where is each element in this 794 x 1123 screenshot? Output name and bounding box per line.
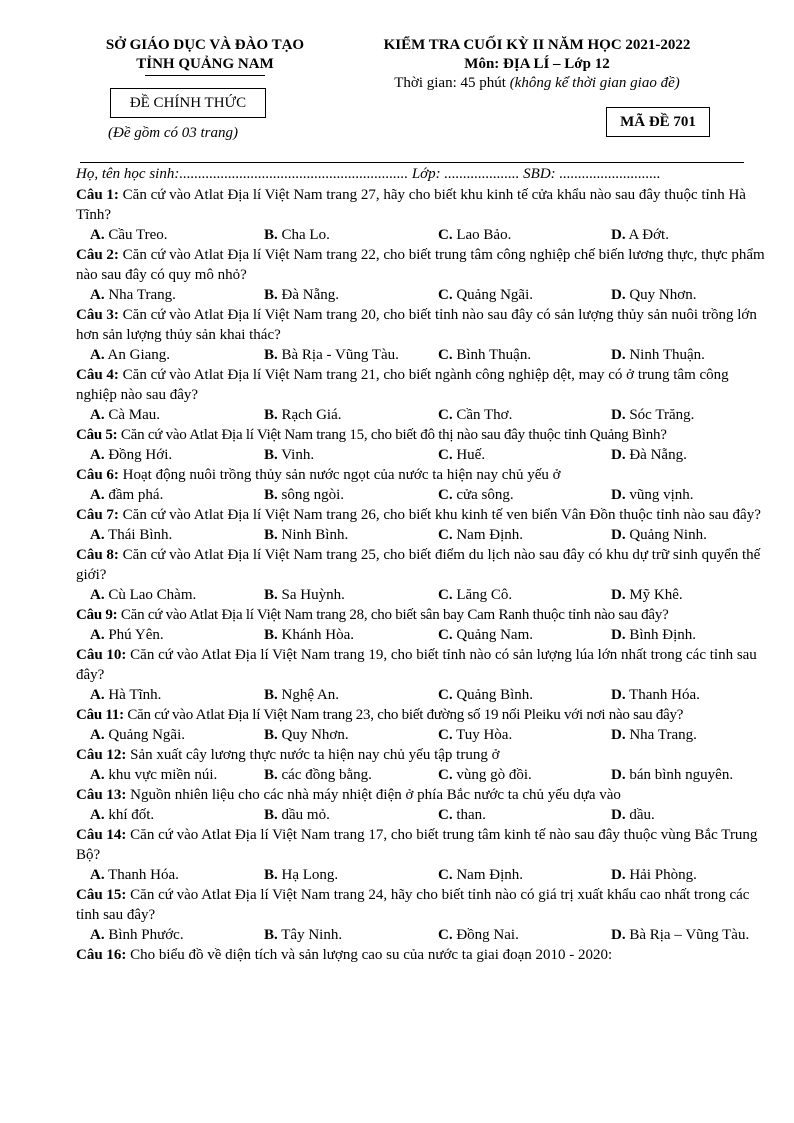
option-letter: C. [438, 687, 453, 703]
answer-options [76, 725, 772, 745]
option-c [438, 405, 512, 425]
option-text: Nha Trang. [629, 727, 697, 743]
question-number: Câu 15: [76, 887, 127, 903]
question-item [76, 785, 772, 825]
option-text: Bình Thuận. [456, 347, 532, 363]
option-text: Quảng Nam. [456, 627, 533, 643]
option-letter: A. [90, 287, 105, 303]
option-letter: D. [611, 407, 626, 423]
option-text: dầu mỏ. [281, 807, 330, 823]
option-letter: D. [611, 227, 626, 243]
option-text: Cà Mau. [108, 407, 161, 423]
answer-options [76, 285, 772, 305]
answer-options [76, 445, 772, 465]
option-letter: D. [611, 927, 626, 943]
option-text: Nghệ An. [281, 687, 340, 703]
question-item [76, 945, 772, 965]
option-letter: C. [438, 807, 453, 823]
option-text: sông ngòi. [281, 487, 345, 503]
option-letter: C. [438, 447, 453, 463]
option-text: Bình Định. [629, 627, 697, 643]
option-b [264, 585, 345, 605]
option-letter: A. [90, 447, 105, 463]
option-letter: C. [438, 347, 453, 363]
option-text: Cần Thơ. [456, 407, 513, 423]
question-text: Căn cứ vào Atlat Địa lí Việt Nam trang 15, cho biết đô thị nào sau đây thuộc tỉnh Quảng Bình? [120, 427, 667, 443]
option-letter: C. [438, 487, 453, 503]
option-text: dầu. [629, 807, 655, 823]
option-letter: B. [264, 807, 278, 823]
option-text: Hạ Long. [281, 867, 339, 883]
answer-options [76, 625, 772, 645]
option-d [611, 865, 697, 885]
option-c [438, 585, 512, 605]
option-a [90, 345, 170, 365]
option-d [611, 445, 687, 465]
option-c [438, 925, 519, 945]
question-number: Câu 4: [76, 367, 119, 383]
option-b [264, 225, 330, 245]
question-number: Câu 6: [76, 467, 119, 483]
question-number: Câu 14: [76, 827, 127, 843]
question-stem [76, 605, 772, 625]
option-letter: C. [438, 287, 453, 303]
option-text: Đà Nẵng. [281, 287, 339, 303]
option-c [438, 685, 533, 705]
question-stem [76, 305, 772, 345]
option-a [90, 805, 154, 825]
question-number: Câu 12: [76, 747, 127, 763]
option-c [438, 725, 512, 745]
option-letter: D. [611, 487, 626, 503]
pages-note: (Đề gồm có 03 trang) [108, 125, 238, 141]
option-text: Lao Bảo. [456, 227, 512, 243]
option-a [90, 925, 184, 945]
option-letter: B. [264, 407, 278, 423]
question-stem [76, 945, 772, 965]
option-d [611, 925, 749, 945]
question-text: Căn cứ vào Atlat Địa lí Việt Nam trang 23, cho biết đường số 19 nối Pleiku với nơi nào sau đây? [127, 707, 684, 723]
option-text: Bà Rịa - Vũng Tàu. [281, 347, 399, 363]
question-text: Sản xuất cây lương thực nước ta hiện nay chủ yếu tập trung ở [130, 747, 500, 763]
option-b [264, 345, 399, 365]
question-item [76, 465, 772, 505]
question-stem [76, 245, 772, 285]
option-d [611, 585, 683, 605]
question-item [76, 305, 772, 365]
answer-options [76, 765, 772, 785]
question-number: Câu 10: [76, 647, 127, 663]
option-letter: C. [438, 867, 453, 883]
option-c [438, 485, 514, 505]
option-a [90, 525, 172, 545]
option-c [438, 285, 533, 305]
option-text: Bình Phước. [108, 927, 184, 943]
option-letter: B. [264, 587, 278, 603]
option-b [264, 525, 348, 545]
option-text: Thanh Hóa. [108, 867, 179, 883]
answer-options [76, 405, 772, 425]
question-stem [76, 185, 772, 225]
question-item [76, 245, 772, 305]
option-text: vùng gò đồi. [456, 767, 532, 783]
option-letter: C. [438, 627, 453, 643]
question-number: Câu 7: [76, 507, 119, 523]
option-text: Cù Lao Chàm. [108, 587, 197, 603]
exam-header [348, 36, 726, 93]
option-a [90, 485, 163, 505]
option-a [90, 625, 164, 645]
option-letter: A. [90, 687, 105, 703]
question-text: Căn cứ vào Atlat Địa lí Việt Nam trang 24, hãy cho biết tỉnh nào có giá trị xuất khẩu cao nhất trong các tỉnh sau đây? [76, 887, 750, 923]
option-letter: B. [264, 487, 278, 503]
option-a [90, 405, 160, 425]
time-note: (không kể thời gian giao đề) [509, 75, 680, 91]
option-c [438, 525, 523, 545]
option-letter: D. [611, 347, 626, 363]
option-letter: A. [90, 867, 105, 883]
answer-options [76, 585, 772, 605]
question-number: Câu 1: [76, 187, 119, 203]
question-item [76, 365, 772, 425]
question-number: Câu 5: [76, 427, 118, 443]
question-item [76, 425, 772, 465]
answer-options [76, 525, 772, 545]
option-b [264, 925, 342, 945]
question-item [76, 745, 772, 785]
question-stem [76, 425, 772, 445]
answer-options [76, 865, 772, 885]
option-letter: D. [611, 767, 626, 783]
option-letter: A. [90, 407, 105, 423]
option-b [264, 485, 344, 505]
question-text: Căn cứ vào Atlat Địa lí Việt Nam trang 22, cho biết trung tâm công nghiệp chế biến lương thực, thực phẩm nào sau đây có quy mô nhỏ? [76, 247, 765, 283]
option-letter: B. [264, 687, 278, 703]
option-b [264, 445, 314, 465]
option-letter: C. [438, 407, 453, 423]
question-item [76, 505, 772, 545]
option-a [90, 285, 176, 305]
option-a [90, 225, 168, 245]
exam-code-box: MÃ ĐỀ 701 [606, 107, 710, 137]
option-d [611, 525, 707, 545]
option-c [438, 765, 532, 785]
option-d [611, 765, 733, 785]
option-letter: B. [264, 287, 278, 303]
option-c [438, 445, 485, 465]
option-b [264, 765, 372, 785]
official-exam-box: ĐỀ CHÍNH THỨC [110, 88, 266, 118]
question-number: Câu 8: [76, 547, 119, 563]
option-text: Thái Bình. [108, 527, 173, 543]
question-stem [76, 885, 772, 925]
option-text: khu vực miền núi. [108, 767, 218, 783]
question-text: Hoạt động nuôi trồng thủy sản nước ngọt của nước ta hiện nay chủ yếu ở [122, 467, 561, 483]
option-text: Khánh Hòa. [281, 627, 354, 643]
answer-options [76, 685, 772, 705]
option-text: Rạch Giá. [281, 407, 342, 423]
option-text: Ninh Thuận. [629, 347, 705, 363]
option-c [438, 225, 511, 245]
option-text: Nam Định. [456, 527, 524, 543]
question-text: Căn cứ vào Atlat Địa lí Việt Nam trang 26, cho biết khu kinh tế ven biển Vân Đồn thuộc tỉnh nào sau đây? [122, 507, 761, 523]
question-stem [76, 505, 772, 525]
option-letter: B. [264, 867, 278, 883]
option-letter: A. [90, 487, 105, 503]
answer-options [76, 805, 772, 825]
option-text: các đồng bằng. [281, 767, 372, 783]
department-header [80, 36, 330, 76]
option-letter: A. [90, 767, 105, 783]
department-name: SỞ GIÁO DỤC VÀ ĐÀO TẠO [105, 37, 305, 53]
question-stem [76, 785, 772, 805]
option-letter: A. [90, 587, 105, 603]
option-d [611, 725, 697, 745]
option-text: Nha Trang. [108, 287, 176, 303]
option-letter: B. [264, 767, 278, 783]
option-text: Đồng Hới. [108, 447, 173, 463]
option-text: A Đớt. [628, 227, 669, 243]
option-letter: A. [90, 727, 105, 743]
option-letter: D. [611, 527, 626, 543]
option-c [438, 625, 533, 645]
question-number: Câu 2: [76, 247, 119, 263]
question-stem [76, 645, 772, 685]
option-text: cửa sông. [456, 487, 514, 503]
option-b [264, 405, 342, 425]
question-stem [76, 825, 772, 865]
option-d [611, 225, 669, 245]
question-item [76, 885, 772, 945]
option-text: Quy Nhơn. [281, 727, 349, 743]
option-letter: B. [264, 927, 278, 943]
question-text: Căn cứ vào Atlat Địa lí Việt Nam trang 25, cho biết điểm du lịch nào sau đây có khu dự trữ sinh quyển thế giới? [76, 547, 761, 583]
option-text: An Giang. [107, 347, 171, 363]
question-text: Cho biểu đồ về diện tích và sản lượng cao su của nước ta giai đoạn 2010 - 2020: [130, 947, 613, 963]
option-text: Quảng Ninh. [629, 527, 707, 543]
option-d [611, 625, 696, 645]
exam-time [348, 74, 726, 93]
province-name: TỈNH QUẢNG NAM [136, 56, 274, 72]
option-a [90, 765, 217, 785]
question-list [76, 185, 772, 965]
option-a [90, 725, 185, 745]
option-text: Tây Ninh. [281, 927, 343, 943]
option-letter: A. [90, 927, 105, 943]
option-d [611, 485, 694, 505]
option-text: Tuy Hòa. [456, 727, 513, 743]
option-a [90, 685, 161, 705]
option-text: vũng vịnh. [629, 487, 694, 503]
option-c [438, 805, 486, 825]
option-text: Hải Phòng. [629, 867, 697, 883]
question-text: Căn cứ vào Atlat Địa lí Việt Nam trang 17, cho biết trung tâm kinh tế nào sau đây thuộc vùng Bắc Trung Bộ? [76, 827, 758, 863]
student-info-line: Họ, tên học sinh:............................................................. Lớp: .................... SBD: ........................... [76, 166, 661, 182]
option-text: Phú Yên. [108, 627, 164, 643]
option-d [611, 805, 655, 825]
option-b [264, 625, 354, 645]
option-letter: D. [611, 867, 626, 883]
option-d [611, 405, 694, 425]
exam-title: KIỂM TRA CUỐI KỲ II NĂM HỌC 2021-2022 [383, 37, 691, 53]
option-text: Quy Nhơn. [629, 287, 697, 303]
option-a [90, 865, 179, 885]
question-stem [76, 465, 772, 485]
option-text: Sóc Trăng. [629, 407, 695, 423]
option-text: Lăng Cô. [456, 587, 513, 603]
question-item [76, 545, 772, 605]
option-text: Vinh. [281, 447, 315, 463]
option-c [438, 865, 523, 885]
option-letter: C. [438, 727, 453, 743]
question-item [76, 825, 772, 885]
option-letter: C. [438, 527, 453, 543]
question-number: Câu 3: [76, 307, 119, 323]
answer-options [76, 485, 772, 505]
option-text: Bà Rịa – Vũng Tàu. [629, 927, 750, 943]
option-letter: A. [90, 527, 105, 543]
header-divider [80, 162, 744, 163]
question-stem [76, 365, 772, 405]
option-text: Ninh Bình. [281, 527, 349, 543]
question-stem [76, 745, 772, 765]
question-stem [76, 545, 772, 585]
option-letter: D. [611, 627, 626, 643]
option-letter: D. [611, 587, 626, 603]
option-text: Cha Lo. [281, 227, 330, 243]
option-b [264, 805, 330, 825]
option-letter: B. [264, 227, 278, 243]
option-text: Sa Huỳnh. [281, 587, 345, 603]
option-b [264, 865, 338, 885]
option-text: Quảng Bình. [456, 687, 534, 703]
question-item [76, 645, 772, 705]
option-letter: B. [264, 347, 278, 363]
question-item [76, 705, 772, 745]
option-letter: A. [90, 807, 105, 823]
option-b [264, 285, 339, 305]
question-item [76, 605, 772, 645]
option-text: Cầu Treo. [108, 227, 168, 243]
option-letter: D. [611, 807, 626, 823]
option-letter: B. [264, 447, 278, 463]
option-letter: B. [264, 527, 278, 543]
option-letter: A. [90, 627, 105, 643]
option-text: Nam Định. [456, 867, 524, 883]
question-text: Nguồn nhiên liệu cho các nhà máy nhiệt điện ở phía Bắc nước ta chủ yếu dựa vào [130, 787, 621, 803]
option-a [90, 585, 196, 605]
option-text: Đà Nẵng. [629, 447, 687, 463]
question-text: Căn cứ vào Atlat Địa lí Việt Nam trang 27, hãy cho biết khu kinh tế cửa khẩu nào sau đây thuộc tỉnh Hà Tĩnh? [76, 187, 746, 223]
option-text: bán bình nguyên. [629, 767, 734, 783]
option-letter: C. [438, 587, 453, 603]
question-text: Căn cứ vào Atlat Địa lí Việt Nam trang 28, cho biết sân bay Cam Ranh thuộc tỉnh nào sau đây? [120, 607, 669, 623]
option-letter: D. [611, 727, 626, 743]
option-letter: B. [264, 627, 278, 643]
time-label: Thời gian: 45 phút [394, 75, 506, 91]
question-number: Câu 13: [76, 787, 127, 803]
option-letter: C. [438, 927, 453, 943]
option-letter: D. [611, 447, 626, 463]
question-text: Căn cứ vào Atlat Địa lí Việt Nam trang 21, cho biết ngành công nghiệp dệt, may có ở trung tâm công nghiệp nào sau đây? [76, 367, 729, 403]
option-text: Quảng Ngãi. [108, 727, 185, 743]
option-letter: C. [438, 227, 453, 243]
option-letter: A. [90, 347, 105, 363]
question-number: Câu 11: [76, 707, 124, 723]
answer-options [76, 345, 772, 365]
option-letter: C. [438, 767, 453, 783]
option-letter: B. [264, 727, 278, 743]
option-text: Huế. [456, 447, 486, 463]
option-text: Đồng Nai. [456, 927, 519, 943]
option-b [264, 685, 339, 705]
header-underline [145, 75, 265, 76]
option-text: Mỹ Khê. [629, 587, 683, 603]
option-text: Quảng Ngãi. [456, 287, 533, 303]
answer-options [76, 925, 772, 945]
question-text: Căn cứ vào Atlat Địa lí Việt Nam trang 19, cho biết tỉnh nào có sản lượng lúa lớn nhất trong các tỉnh sau đây? [76, 647, 757, 683]
question-number: Câu 9: [76, 607, 118, 623]
option-c [438, 345, 531, 365]
option-text: Thanh Hóa. [629, 687, 700, 703]
option-letter: A. [90, 227, 105, 243]
option-a [90, 445, 172, 465]
answer-options [76, 225, 772, 245]
option-b [264, 725, 349, 745]
question-text: Căn cứ vào Atlat Địa lí Việt Nam trang 20, cho biết tỉnh nào sau đây có sản lượng thủy sản nuôi trồng lớn hơn sản lượng thủy sản khai thác? [76, 307, 757, 343]
option-d [611, 685, 700, 705]
question-stem [76, 705, 772, 725]
option-text: than. [456, 807, 486, 823]
option-text: khí đốt. [108, 807, 155, 823]
question-item [76, 185, 772, 245]
option-text: đầm phá. [108, 487, 164, 503]
option-d [611, 285, 696, 305]
option-text: Hà Tĩnh. [108, 687, 162, 703]
exam-subject: Môn: ĐỊA LÍ – Lớp 12 [464, 56, 610, 72]
option-d [611, 345, 705, 365]
question-number: Câu 16: [76, 947, 127, 963]
option-letter: D. [611, 687, 626, 703]
option-letter: D. [611, 287, 626, 303]
